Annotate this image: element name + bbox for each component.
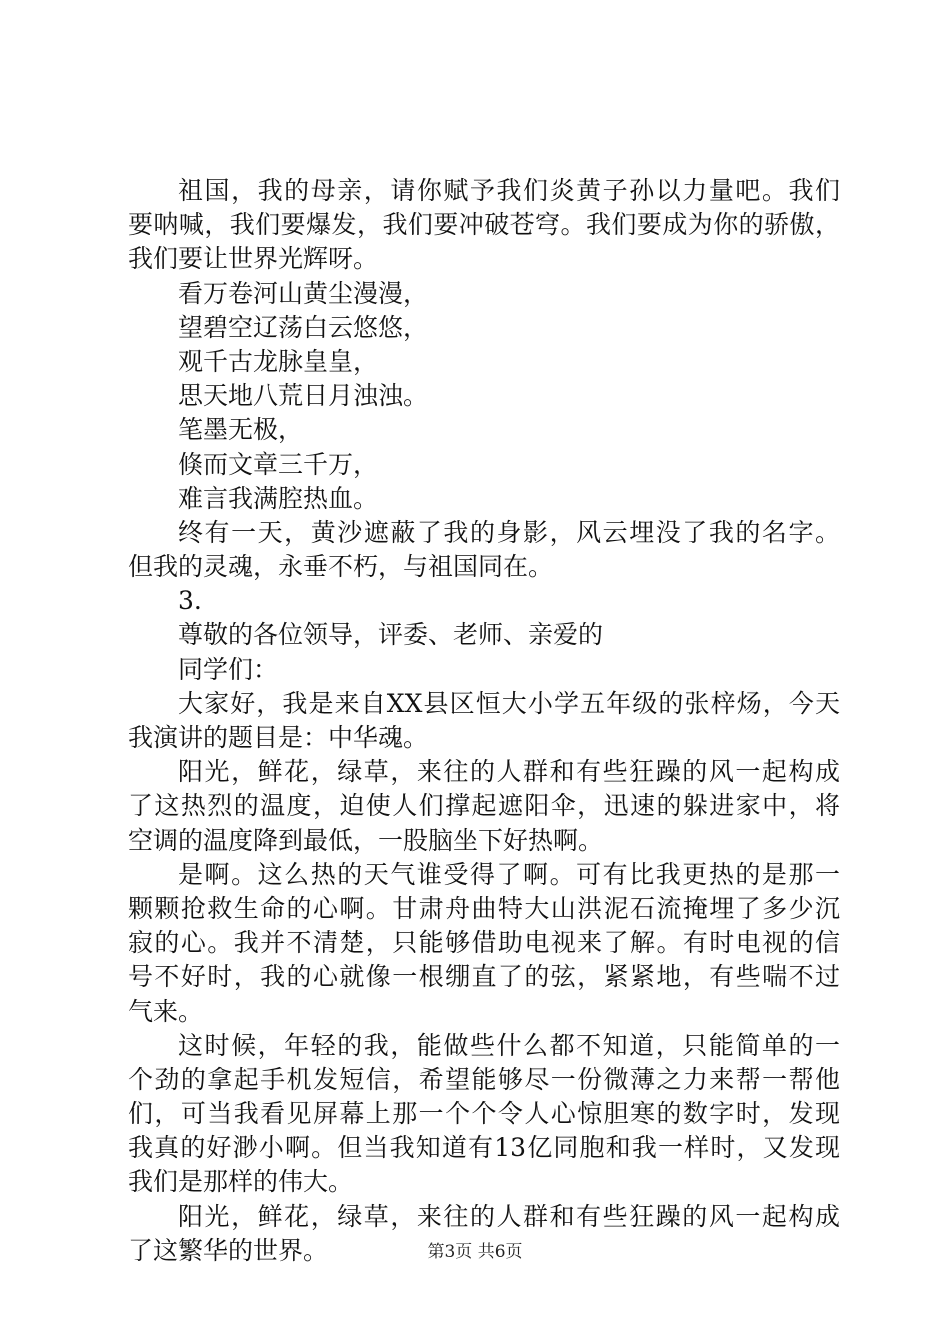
- text-line: 我们要让世界光辉呀。: [128, 244, 379, 274]
- page-footer: [0, 1240, 950, 1264]
- text-line: 我们是那样的伟大。: [128, 1167, 354, 1197]
- text-line: 思天地八荒日月浊浊。: [178, 381, 429, 411]
- text-line: 颗颗抢救生命的心啊。甘肃舟曲特大山洪泥石流掩埋了多少沉: [128, 893, 840, 923]
- text-line: 是啊。这么热的天气谁受得了啊。可有比我更热的是那一: [178, 859, 840, 889]
- page-number-label: 第3页 共6页: [427, 1242, 523, 1262]
- text-line: 这时候，年轻的我，能做些什么都不知道，只能简单的一: [178, 1030, 840, 1060]
- text-line: 笔墨无极，: [178, 415, 304, 445]
- text-line: 倏而文章三千万，: [178, 449, 379, 479]
- text-line: 了这热烈的温度，迫使人们撑起遮阳伞，迅速的躲进家中，将: [128, 791, 840, 821]
- text-line: 尊敬的各位领导，评委、老师、亲爱的: [178, 620, 604, 650]
- text-line: 个劲的拿起手机发短信，希望能够尽一份微薄之力来帮一帮他: [128, 1064, 840, 1094]
- text-line: 终有一天，黄沙遮蔽了我的身影，风云埋没了我的名字。: [178, 517, 840, 547]
- text-line: 阳光，鲜花，绿草，来往的人群和有些狂躁的风一起构成: [178, 1201, 840, 1231]
- text-line: 同学们：: [178, 654, 279, 684]
- document-body: [128, 174, 840, 1268]
- text-line: 寂的心。我并不清楚，只能够借助电视来了解。有时电视的信: [128, 928, 840, 958]
- text-line: 我演讲的题目是：中华魂。: [128, 723, 429, 752]
- text-line: 要呐喊，我们要爆发，我们要冲破苍穹。我们要成为你的骄傲，: [128, 210, 840, 240]
- text-line: 大家好，我是来自XX县区恒大小学五年级的张梓炀，今天: [178, 688, 840, 718]
- text-line: 我真的好渺小啊。但当我知道有13亿同胞和我一样时，又发现: [128, 1133, 840, 1163]
- text-line: 号不好时，我的心就像一根绷直了的弦，紧紧地，有些喘不过: [128, 962, 840, 992]
- text-line: 但我的灵魂，永垂不朽，与祖国同在。: [128, 552, 554, 582]
- text-line: 观千古龙脉皇皇，: [178, 346, 379, 376]
- text-line: 空调的温度降到最低，一股脑坐下好热啊。: [128, 825, 604, 855]
- text-line: 气来。: [128, 996, 204, 1026]
- text-line: 们，可当我看见屏幕上那一个个令人心惊胆寒的数字时，发现: [128, 1099, 840, 1129]
- text-line: 祖国，我的母亲，请你赋予我们炎黄子孙以力量吧。我们: [178, 176, 840, 205]
- text-line: 阳光，鲜花，绿草，来往的人群和有些狂躁的风一起构成: [178, 757, 840, 787]
- text-line: 望碧空辽荡白云悠悠，: [178, 312, 429, 342]
- text-line: 3.: [178, 586, 202, 616]
- text-line: 了这繁华的世界。: [128, 1235, 329, 1265]
- text-line: 看万卷河山黄尘漫漫，: [178, 278, 429, 308]
- text-line: 难言我满腔热血。: [178, 483, 379, 513]
